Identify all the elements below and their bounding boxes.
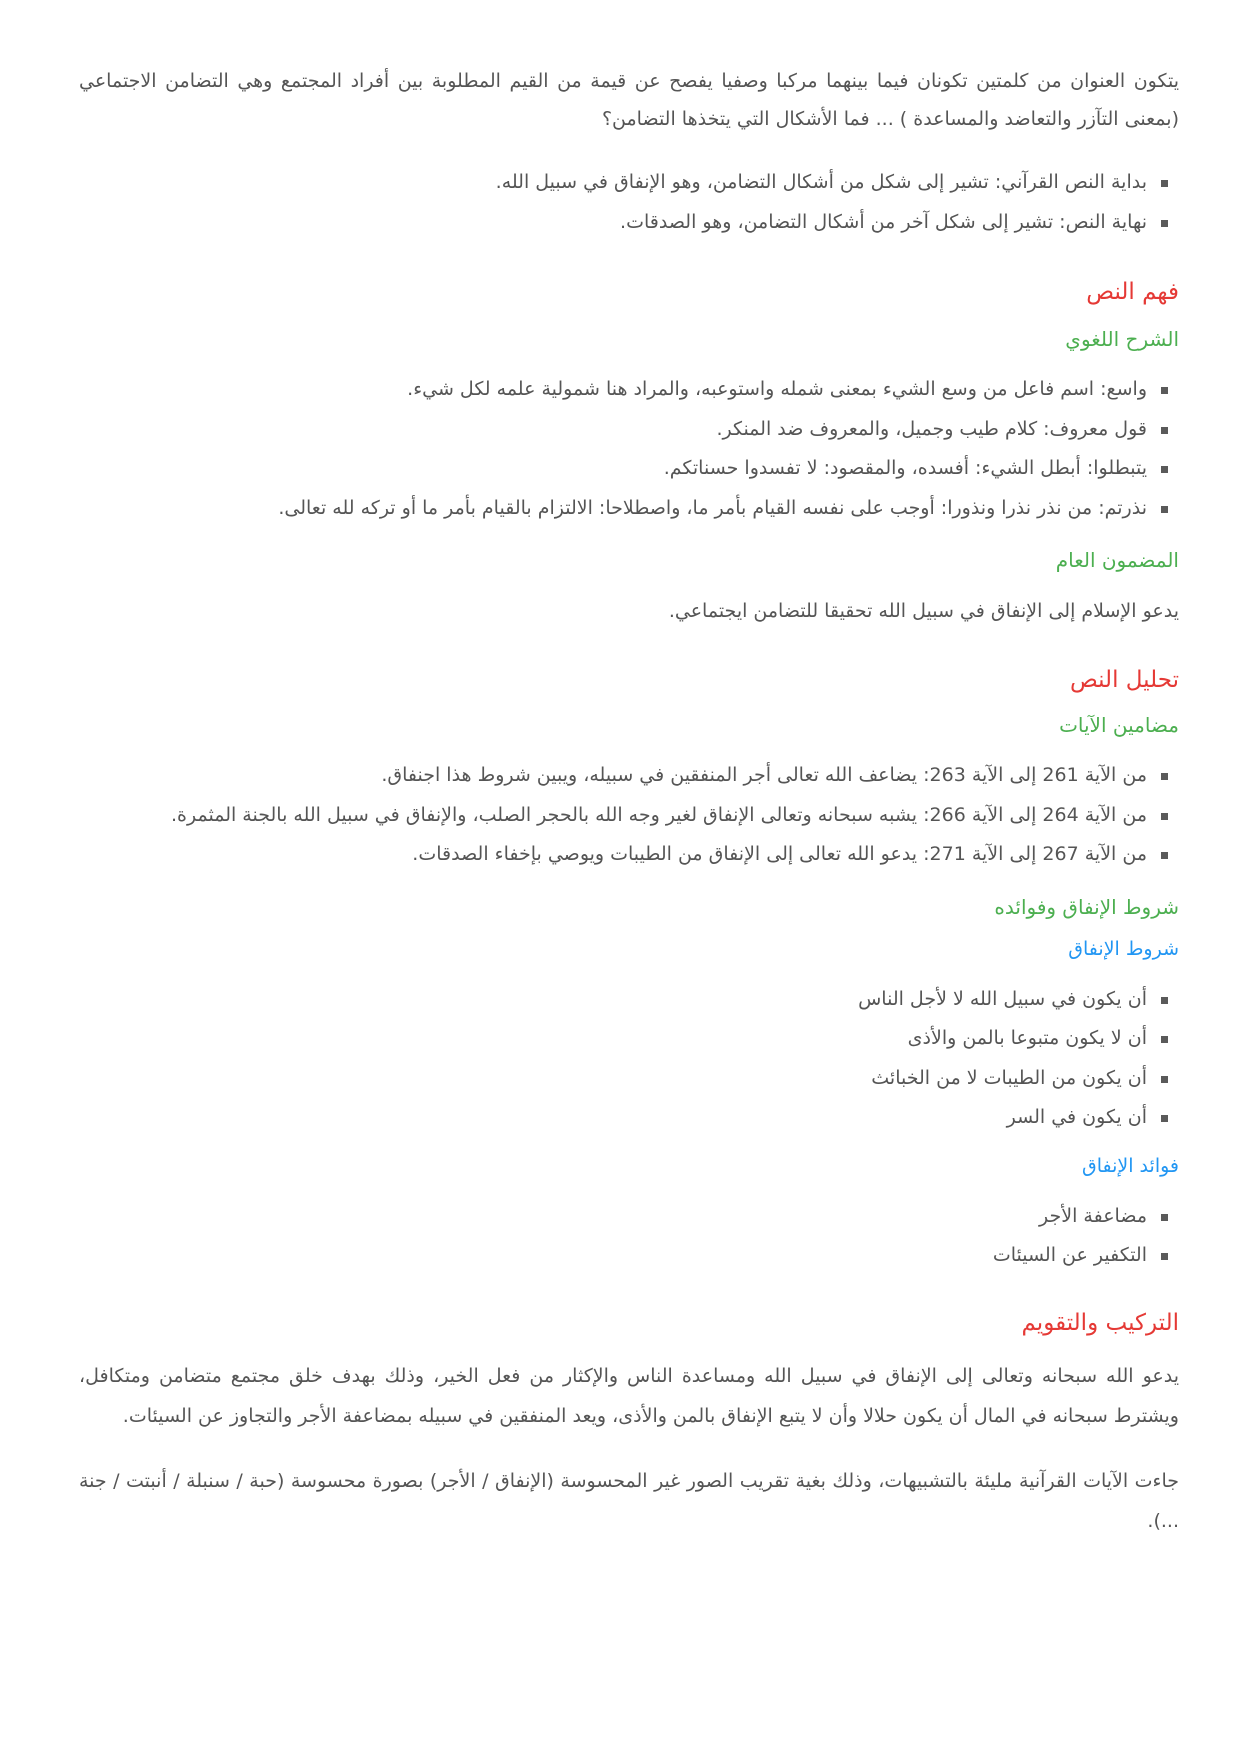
bullet-marker (1161, 427, 1168, 434)
list-item (79, 1019, 1179, 1059)
bullet-marker (1161, 997, 1168, 1004)
list-item (79, 980, 1179, 1020)
list-item-text: من الآية 267 إلى الآية 271: يدعو الله تعالى إلى الإنفاق من الطيبات ويوصي بإخفاء الصدقات. (412, 843, 1147, 865)
list-item (79, 489, 1179, 529)
bullet-marker (1161, 1076, 1168, 1083)
section-title-understanding: فهم النص (1086, 279, 1179, 305)
list-item (79, 203, 1179, 243)
list-item-text: قول معروف: كلام طيب وجميل، والمعروف ضد المنكر. (716, 417, 1147, 440)
list-item-text: بداية النص القرآني: تشير إلى شكل من أشكال التضامن، وهو الإنفاق في سبيل الله. (495, 171, 1147, 193)
bullet-marker (1161, 1253, 1168, 1260)
list-item (79, 1098, 1179, 1138)
list-item (79, 835, 1179, 875)
list-item (79, 1059, 1179, 1099)
list-item (79, 1197, 1179, 1237)
list-item-text: أن يكون من الطيبات لا من الخبائث (871, 1066, 1147, 1089)
list-item-text: واسع: اسم فاعل من وسع الشيء بمعنى شمله واستوعبه، والمراد هنا شمولية علمه لكل شيء. (407, 378, 1147, 400)
list-item (79, 163, 1179, 203)
list-item-text: أن يكون في سبيل الله لا لأجل الناس (858, 987, 1147, 1010)
bullet-marker (1161, 506, 1168, 513)
verse-contents-list (79, 756, 1179, 875)
bullet-marker (1161, 220, 1168, 227)
bullet-marker (1161, 1214, 1168, 1221)
general-meaning-paragraph: يدعو الإسلام إلى الإنفاق في سبيل الله تحقيقا للتضامن ايجتماعي. (668, 600, 1179, 622)
list-item-text: مضاعفة الأجر (1039, 1204, 1147, 1227)
list-item (79, 796, 1179, 836)
list-item-text: نذرتم: من نذر نذرا ونذورا: أوجب على نفسه القيام بأمر ما، واصطلاحا: الالتزام بالقيام بأمر ما أو تركه لله تعالى. (278, 496, 1147, 519)
subsection-title-general-meaning: المضمون العام (1055, 548, 1179, 572)
bullet-marker (1161, 180, 1168, 187)
subsection-title-spending: شروط الإنفاق وفوائده (994, 894, 1179, 919)
subsection-title-verse-contents: مضامين الآيات (1059, 713, 1179, 737)
list-item-text: التكفير عن السيئات (992, 1244, 1147, 1266)
subsection-title-conditions: شروط الإنفاق (1068, 937, 1179, 960)
list-item (79, 370, 1179, 410)
bullet-marker (1161, 1115, 1168, 1122)
list-item-text: أن يكون في السر (1006, 1106, 1147, 1128)
vocabulary-list (79, 370, 1179, 528)
bullet-marker (1161, 466, 1168, 473)
list-item (79, 756, 1179, 796)
list-item (79, 1236, 1179, 1276)
synthesis-paragraph: يدعو الله سبحانه وتعالى إلى الإنفاق في سبيل الله ومساعدة الناس والإكثار من فعل الخير، وذلك بهدف خلق مجتمع متضامن ومتكافل، ويشترط سبحانه في المال أن يكون حلالا وأن لا يتبع الإنفاق بالمن والأذى، ويعد المنفقين في سبيله بمضاعفة الأجر والتجاوز عن السيئات. (79, 1364, 1179, 1427)
subsection-title-vocabulary: الشرح اللغوي (1065, 327, 1179, 351)
list-item-text: من الآية 261 إلى الآية 263: يضاعف الله تعالى أجر المنفقين في سبيله، ويبين شروط هذا اجنفاق. (381, 764, 1147, 786)
list-item-text: نهاية النص: تشير إلى شكل آخر من أشكال التضامن، وهو الصدقات. (620, 210, 1147, 233)
bullet-marker (1161, 813, 1168, 820)
conditions-list (79, 980, 1179, 1138)
section-title-analysis: تحليل النص (1069, 667, 1179, 693)
bullet-marker (1161, 387, 1168, 394)
list-item-text: يتبطلوا: أبطل الشيء: أفسده، والمقصود: لا تفسدوا حسناتكم. (663, 457, 1147, 479)
bullet-marker (1161, 1036, 1168, 1043)
synthesis-paragraph: جاءت الآيات القرآنية مليئة بالتشبيهات، وذلك بغية تقريب الصور غير المحسوسة (الإنفاق / الأجر) بصورة محسوسة (حبة / سنبلة / أنبتت / جنة ...). (79, 1469, 1179, 1532)
list-item (79, 410, 1179, 450)
bullet-marker (1161, 773, 1168, 780)
list-item-text: أن لا يكون متبوعا بالمن والأذى (907, 1027, 1147, 1049)
list-item (79, 449, 1179, 489)
section-title-synthesis: التركيب والتقويم (1021, 1309, 1179, 1336)
benefits-list (79, 1197, 1179, 1276)
list-item-text: من الآية 264 إلى الآية 266: يشبه سبحانه وتعالى الإنفاق لغير وجه الله بالحجر الصلب، والإنفاق في سبيل الله بالجنة المثمرة. (171, 803, 1147, 826)
intro-bullet-list (79, 163, 1179, 242)
intro-paragraph: يتكون العنوان من كلمتين تكونان فيما بينهما مركبا وصفيا يفصح عن قيمة من القيم المطلوبة بين أفراد المجتمع وهي التضامن الاجتماعي (بمعنى التآزر والتعاضد والمساعدة ) ... فما الأشكال التي يتخذها التضامن؟ (79, 70, 1179, 130)
subsection-title-benefits: فوائد الإنفاق (1081, 1154, 1179, 1177)
bullet-marker (1161, 852, 1168, 859)
